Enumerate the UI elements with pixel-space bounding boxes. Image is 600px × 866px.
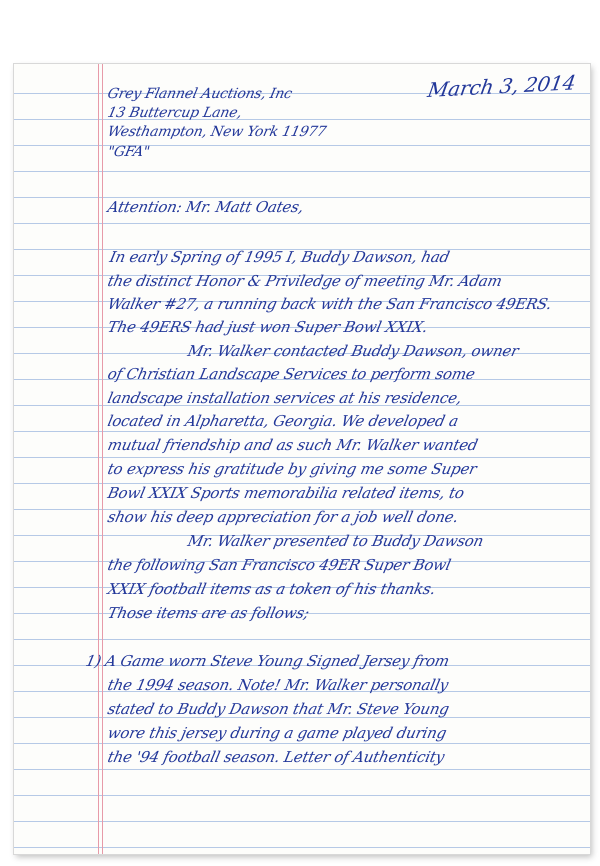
body-line: the distinct Honor & Priviledge of meeting Mr. Adam: [106, 272, 504, 290]
address-line: 13 Buttercup Lane,: [106, 105, 244, 121]
item-line: stated to Buddy Dawson that Mr. Steve Young: [106, 700, 451, 718]
item-line: 1) A Game worn Steve Young Signed Jersey from: [84, 652, 451, 670]
salutation: Attention: Mr. Matt Oates,: [106, 198, 306, 216]
letter-page: [14, 64, 590, 854]
body-line: the following San Francisco 49ER Super Bowl: [106, 556, 453, 574]
body-line: Mr. Walker presented to Buddy Dawson: [186, 532, 486, 550]
body-line: show his deep appreciation for a job well done.: [106, 508, 460, 526]
body-line: mutual friendship and as such Mr. Walker wanted: [106, 436, 480, 454]
address-line: Westhampton, New York 11977: [106, 124, 328, 140]
body-line: Mr. Walker contacted Buddy Dawson, owner: [186, 342, 521, 360]
body-line: XXIX football items as a token of his thanks.: [106, 580, 438, 598]
red-margin-line-inner: [102, 64, 103, 854]
item-line: the '94 football season. Letter of Authenticity: [106, 748, 447, 766]
body-line: Walker #27, a running back with the San Francisco 49ERS.: [106, 295, 554, 313]
body-line: to express his gratitude by giving me some Super: [106, 460, 479, 478]
item-line: wore this jersey during a game played during: [106, 724, 449, 742]
body-line: Bowl XXIX Sports memorabilia related items, to: [106, 484, 466, 502]
body-line: In early Spring of 1995 I, Buddy Dawson, had: [108, 248, 452, 266]
body-line: landscape installation services at his residence,: [106, 389, 464, 407]
red-margin-line: [98, 64, 99, 854]
letter-date: March 3, 2014: [426, 70, 578, 102]
address-line: "GFA": [106, 144, 152, 160]
body-line: The 49ERS had just won Super Bowl XXIX.: [106, 318, 430, 336]
body-line: located in Alpharetta, Georgia. We developed a: [106, 412, 460, 430]
item-line: the 1994 season. Note! Mr. Walker personally: [106, 676, 450, 694]
address-line: Grey Flannel Auctions, Inc: [106, 86, 294, 102]
body-line: of Christian Landscape Services to perform some: [106, 365, 477, 383]
body-line: Those items are as follows;: [106, 604, 311, 622]
